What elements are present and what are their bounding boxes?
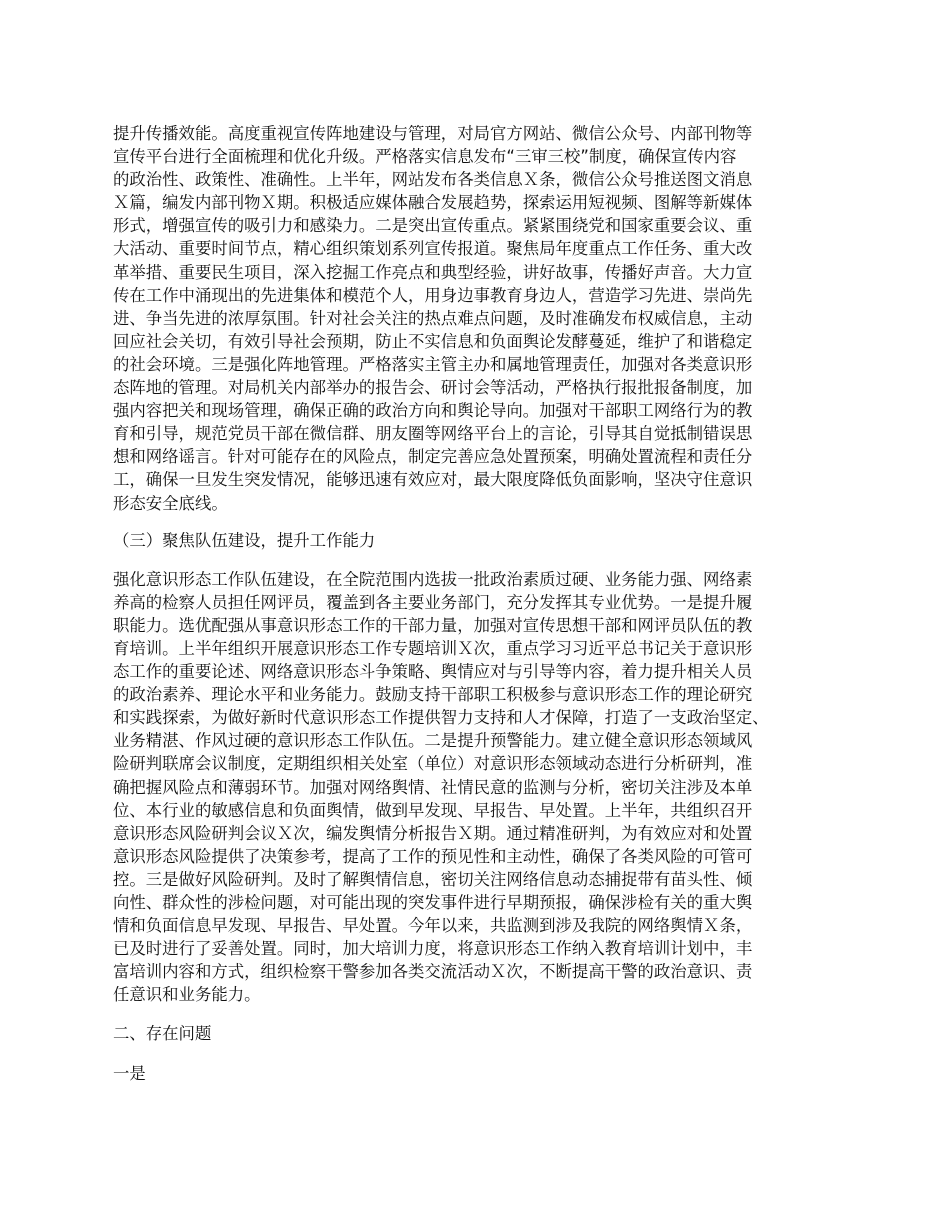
text-line: 宣传平台进行全面梳理和优化升级。严格落实信息发布“三审三校”制度，确保宣传内容 <box>113 147 737 167</box>
text-line: 态工作的重要论述、网络意识形态斗争策略、舆情应对与引导等内容，着力提升相关人员 <box>113 662 753 682</box>
text-line: 和实践探索，为做好新时代意识形态工作提供智力支持和人才保障，打造了一支政治坚定、 <box>113 708 769 728</box>
text-line: 进、争当先进的浓厚氛围。针对社会关注的热点难点问题，及时准确发布权威信息，主动 <box>113 308 753 328</box>
text-line: 职能力。选优配强从事意识形态工作的干部力量，加强对宣传思想干部和网评员队伍的教 <box>113 615 753 635</box>
text-line: 态阵地的管理。对局机关内部举办的报告会、研讨会等活动，严格执行报批报备制度，加 <box>113 378 753 398</box>
text-line: 工，确保一旦发生突发情况，能够迅速有效应对，最大限度降低负面影响，坚决守住意识 <box>113 470 753 490</box>
text-line: 的政治性、政策性、准确性。上半年，网站发布各类信息Ｘ条，微信公众号推送图文消息 <box>113 170 753 190</box>
text-line: 想和网络谣言。针对可能存在的风险点，制定完善应急处置预案，明确处置流程和责任分 <box>113 447 753 467</box>
text-line: 的政治素养、理论水平和业务能力。鼓励支持干部职工积极参与意识形态工作的理论研究 <box>113 685 753 705</box>
text-line: 形态安全底线。 <box>113 493 228 513</box>
paragraph-first-point: 一是 <box>113 1063 146 1083</box>
text-line: 养高的检察人员担任网评员，覆盖到各主要业务部门，充分发挥其专业优势。一是提升履 <box>113 592 753 612</box>
text-line: 革举措、重要民生项目，深入挖掘工作亮点和典型经验，讲好故事，传播好声音。大力宣 <box>113 262 753 282</box>
text-line: 育培训。上半年组织开展意识形态工作专题培训Ｘ次，重点学习习近平总书记关于意识形 <box>113 638 753 658</box>
text-line: 传在工作中涌现出的先进集体和模范个人，用身边事教育身边人，营造学习先进、崇尚先 <box>113 285 753 305</box>
text-line: 情和负面信息早发现、早报告、早处置。今年以来，共监测到涉及我院的网络舆情Ｘ条， <box>113 916 753 936</box>
document-page <box>113 122 850 1085</box>
text-line: 的社会环境。三是强化阵地管理。严格落实主管主办和属地管理责任，加强对各类意识形 <box>113 354 753 374</box>
text-line: 大活动、重要时间节点，精心组织策划系列宣传报道。聚焦局年度重点工作任务、重大改 <box>113 239 753 259</box>
text-line: 强化意识形态工作队伍建设，在全院范围内选拔一批政治素质过硬、业务能力强、网络素 <box>113 569 753 589</box>
text-line: 意识形态风险研判会议Ｘ次，编发舆情分析报告Ｘ期。通过精准研判，为有效应对和处置 <box>113 823 753 843</box>
text-line: 险研判联席会议制度，定期组织相关处室（单位）对意识形态领域动态进行分析研判，准 <box>113 754 753 774</box>
text-line: 育和引导，规范党员干部在微信群、朋友圈等网络平台上的言论，引导其自觉抵制错误思 <box>113 424 753 444</box>
text-line: 任意识和业务能力。 <box>113 985 261 1005</box>
paragraph-team-building <box>113 568 850 1007</box>
text-line: 强内容把关和现场管理，确保正确的政治方向和舆论导向。加强对干部职工网络行为的教 <box>113 401 753 421</box>
text-line: 业务精湛、作风过硬的意识形态工作队伍。二是提升预警能力。建立健全意识形态领域风 <box>113 731 753 751</box>
text-line: 已及时进行了妥善处置。同时，加大培训力度，将意识形态工作纳入教育培训计划中，丰 <box>113 939 753 959</box>
text-line: 形式，增强宣传的吸引力和感染力。二是突出宣传重点。紧紧围绕党和国家重要会议、重 <box>113 216 753 236</box>
section-heading-team-building: （三）聚焦队伍建设，提升工作能力 <box>113 530 376 550</box>
text-line: 提升传播效能。高度重视宣传阵地建设与管理，对局官方网站、微信公众号、内部刊物等 <box>113 124 753 143</box>
text-line: 回应社会关切，有效引导社会预期，防止不实信息和负面舆论发酵蔓延，维护了和谐稳定 <box>113 331 753 351</box>
text-line: 确把握风险点和薄弱环节。加强对网络舆情、社情民意的监测与分析，密切关注涉及本单 <box>113 777 753 797</box>
text-line: 向性、群众性的涉检问题，对可能出现的突发事件进行早期预报，确保涉检有关的重大舆 <box>113 893 753 912</box>
text-line: 意识形态风险提供了决策参考，提高了工作的预见性和主动性，确保了各类风险的可管可 <box>113 846 753 866</box>
paragraph-publicity <box>113 122 850 515</box>
text-line: 控。三是做好风险研判。及时了解舆情信息，密切关注网络信息动态捕捉带有苗头性、倾 <box>113 869 753 889</box>
text-line: Ｘ篇，编发内部刊物Ｘ期。积极适应媒体融合发展趋势，探索运用短视频、图解等新媒体 <box>113 193 753 213</box>
text-line: 富培训内容和方式，组织检察干警参加各类交流活动Ｘ次，不断提高干警的政治意识、责 <box>113 962 753 982</box>
section-heading-problems: 二、存在问题 <box>113 1024 212 1044</box>
text-line: 位、本行业的敏感信息和负面舆情，做到早发现、早报告、早处置。上半年，共组织召开 <box>113 800 753 820</box>
